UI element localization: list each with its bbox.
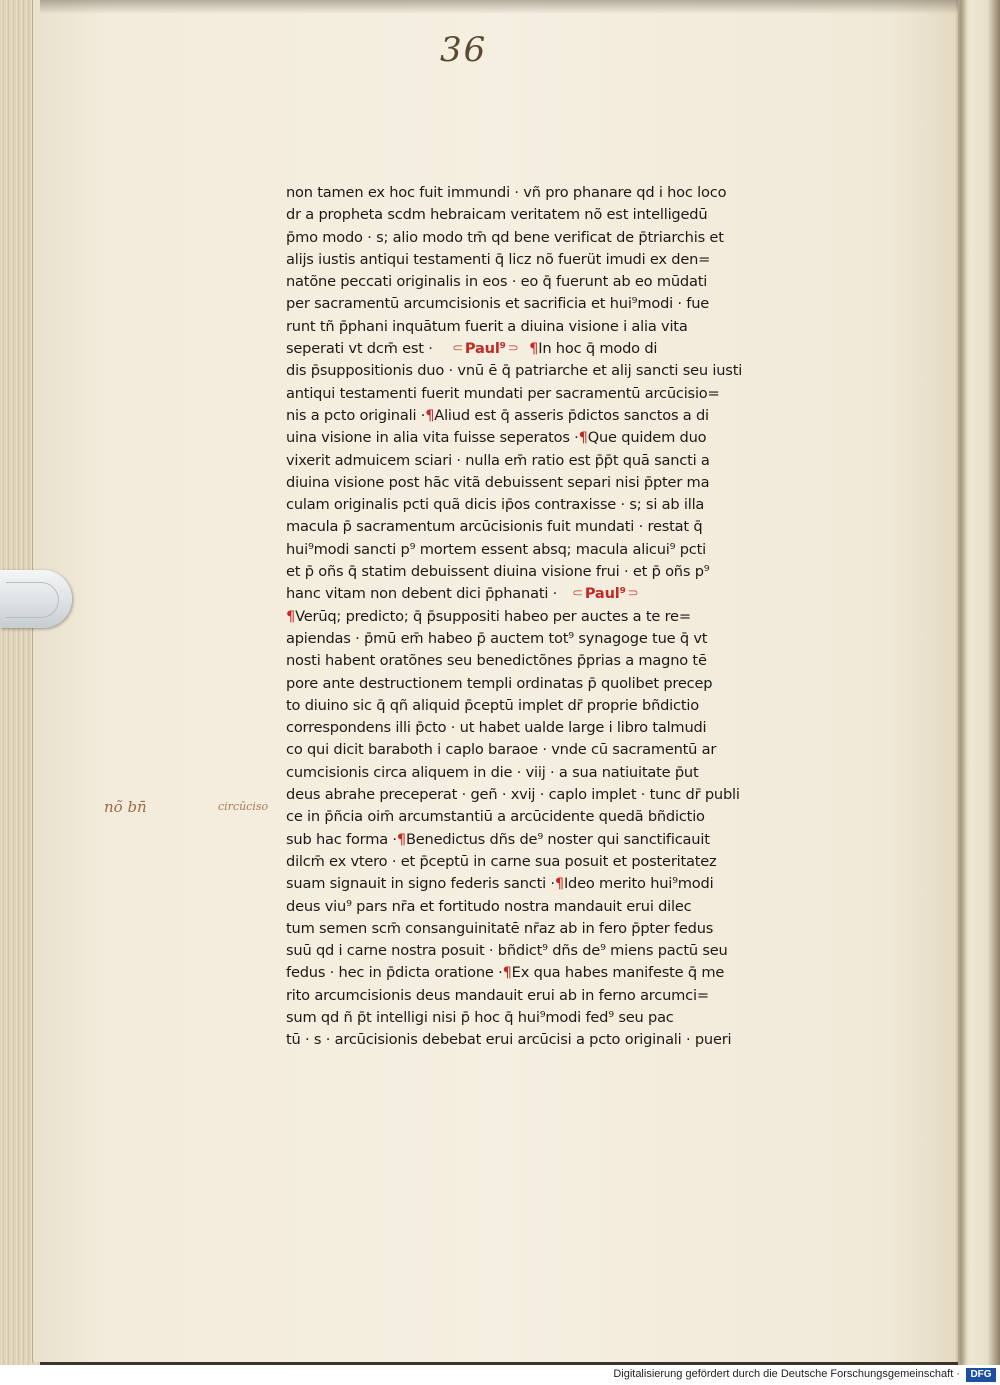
text-segment: fedus · hec in p̄dicta oratione ·	[286, 964, 503, 982]
text-line: tum semen scm̄ consanguinitatē nr̄az ab in fero p̄pter fedus	[286, 919, 714, 937]
text-line-with-rubric	[286, 962, 816, 984]
rubric-in-hoc-modo: In hoc q̄ modo di	[538, 340, 658, 358]
text-line-with-rubric	[286, 873, 816, 895]
text-line: suū qd i carne nostra posuit · bñdict⁹ dñs de⁹ miens pactū seu	[286, 942, 728, 960]
text-line-with-rubric	[286, 829, 816, 851]
text-line: ce in p̄ñcia oim̄ arcumstantiū a arcūcidente quedã bñdictio	[286, 808, 705, 826]
text-line: rito arcumcisionis deus mandauit erui ab in ferno arcumci=	[286, 986, 709, 1004]
rubric-benedictus: Benedictus dñs de⁹ noster qui sanctificauit	[405, 830, 710, 848]
page-clip	[0, 570, 72, 628]
text-segment: sub hac forma ·	[286, 830, 397, 848]
text-line: dr a propheta scdm hebraicam veritatem nõ est intelligedū	[286, 206, 708, 224]
text-segment: suam signauit in signo federis sancti ·	[286, 875, 555, 893]
text-line: nosti habent oratõnes seu benedictõnes p̄prias a magno tē	[286, 652, 707, 670]
text-line: antiqui testamenti fuerit mundati per sacramentū arcūcisio=	[286, 384, 720, 402]
text-line: correspondens illi p̄cto · ut habet ualde large i libro talmudi	[286, 719, 707, 737]
text-line: alijs iustis antiqui testamenti q̄ licz nõ fuerüt imudi ex den=	[286, 250, 711, 268]
text-line-with-rubric	[286, 583, 816, 605]
text-line: to diuino sic q̄ qñ aliquid p̄ceptū implet dr̄ proprie bñdictio	[286, 696, 699, 714]
text-line: non tamen ex hoc fuit immundi · vñ pro phanare qd i hoc loco	[286, 184, 727, 201]
rubric-ideo-merito: Ideo merito hui⁹modi	[563, 875, 714, 893]
rubric-aliud-est: Aliud est q̄ asseris p̄dictos sanctos a di	[434, 406, 709, 424]
rubric-que-quidem: Que quidem duo	[587, 429, 707, 447]
text-line-with-rubric	[286, 606, 816, 628]
text-line: pore ante destructionem templi ordinatas p̄ quolibet precep	[286, 674, 713, 692]
paragraph-mark: ⸧	[625, 585, 641, 603]
paragraph-mark: ¶	[286, 607, 296, 625]
paragraph-mark: ¶	[529, 340, 539, 358]
text-line: deus viu⁹ pars nr̄a et fortitudo nostra mandauit erui dilec	[286, 897, 692, 915]
paragraph-mark: ¶	[425, 406, 435, 424]
paragraph-mark: ⸦	[450, 340, 465, 358]
text-segment: uina visione in alia vita fuisse seperatos ·	[286, 429, 579, 447]
text-line-with-rubric	[286, 338, 816, 360]
rubric-ex-qua: Ex qua habes manifeste q̄ me	[511, 964, 725, 982]
text-segment: Verūq; predicto; q̄ p̄suppositi habeo per auctes a te re=	[295, 607, 691, 625]
text-line: hui⁹modi sancti p⁹ mortem essent absq; macula alicui⁹ pcti	[286, 540, 706, 558]
text-line: p̄mo modo · s; alio modo tm̄ qd bene verificat de p̄triarchis et	[286, 228, 724, 246]
paragraph-mark: ¶	[554, 875, 564, 893]
text-line-with-rubric	[286, 427, 816, 449]
margin-note-1: nõ bn̄	[104, 798, 147, 816]
text-line: cumcisionis circa aliquem in die · viij · a sua natiuitate p̄ut	[286, 763, 699, 781]
paragraph-mark: ¶	[396, 830, 406, 848]
footer-bar	[0, 1365, 1000, 1385]
text-line: runt tñ p̄phani inquātum fuerit a diuina visione i alia vita	[286, 317, 688, 335]
binding-shadow	[955, 0, 967, 1365]
text-line: et p̄ oñs q̄ statim debuissent diuina visione frui · et p̄ oñs p⁹	[286, 563, 710, 581]
text-line: co qui dicit baraboth i caplo baraoe · vnde cū sacramentū ar	[286, 741, 717, 759]
text-line: culam originalis pcti quã dicis ip̄os contraxisse · s; si ab illa	[286, 496, 705, 514]
rubric-paul-2: Paul⁹	[584, 585, 626, 603]
text-segment: nis a pcto originali ·	[286, 406, 426, 424]
text-block	[286, 182, 816, 1052]
text-segment: seperati vt dcm̄ est ·	[286, 340, 433, 358]
text-line: macula p̄ sacramentum arcūcisionis fuit mundati · restat q̄	[286, 518, 703, 536]
rubric-paul-1: Paul⁹	[464, 340, 506, 358]
text-line: apiendas · p̄mū em̄ habeo p̄ auctem tot⁹ synagoge tue q̄ vt	[286, 629, 708, 647]
text-line: natõne peccati originalis in eos · eo q̄ fuerunt ab eo mūdati	[286, 273, 708, 291]
paragraph-mark: ⸧	[505, 340, 521, 358]
top-shadow	[40, 0, 958, 14]
paragraph-mark: ¶	[502, 964, 512, 982]
text-line: tū · s · arcūcisionis debebat erui arcūcisi a pcto originali · pueri	[286, 1031, 732, 1049]
dfg-logo-icon: DFG	[966, 1368, 996, 1382]
text-line: vixerit admuicem sciari · nulla em̄ ratio est p̄p̄t quā sancti a	[286, 451, 710, 469]
text-line: dis p̄suppositionis duo · vnū ē q̄ patriarche et alij sancti seu iusti	[286, 362, 743, 380]
text-segment: hanc vitam non debent dici p̄phanati ·	[286, 585, 558, 603]
text-line: per sacramentū arcumcisionis et sacrificia et hui⁹modi · fue	[286, 295, 710, 313]
funding-credit: Digitalisierung gefördert durch die Deutsche Forschungsgemeinschaft ·	[613, 1368, 960, 1380]
text-line: diuina visione post hãc vitã debuissent separi nisi p̄pter ma	[286, 473, 710, 491]
text-line: dilcm̄ ex vtero · et p̄ceptū in carne sua posuit et posteritatez	[286, 852, 717, 870]
paragraph-mark: ⸦	[570, 585, 585, 603]
text-line: sum qd ñ p̄t intelligi nisi p̄ hoc q̄ hui⁹modi fed⁹ seu pac	[286, 1008, 674, 1026]
paragraph-mark: ¶	[578, 429, 588, 447]
text-line: deus abrahe preceperat · geñ · xvij · caplo implet · tunc dr̄ publi	[286, 786, 740, 804]
folio-number: 36	[440, 30, 488, 70]
margin-note-2: circūciso	[218, 800, 269, 813]
text-line-with-rubric	[286, 405, 816, 427]
page-clip-inner	[6, 582, 59, 618]
